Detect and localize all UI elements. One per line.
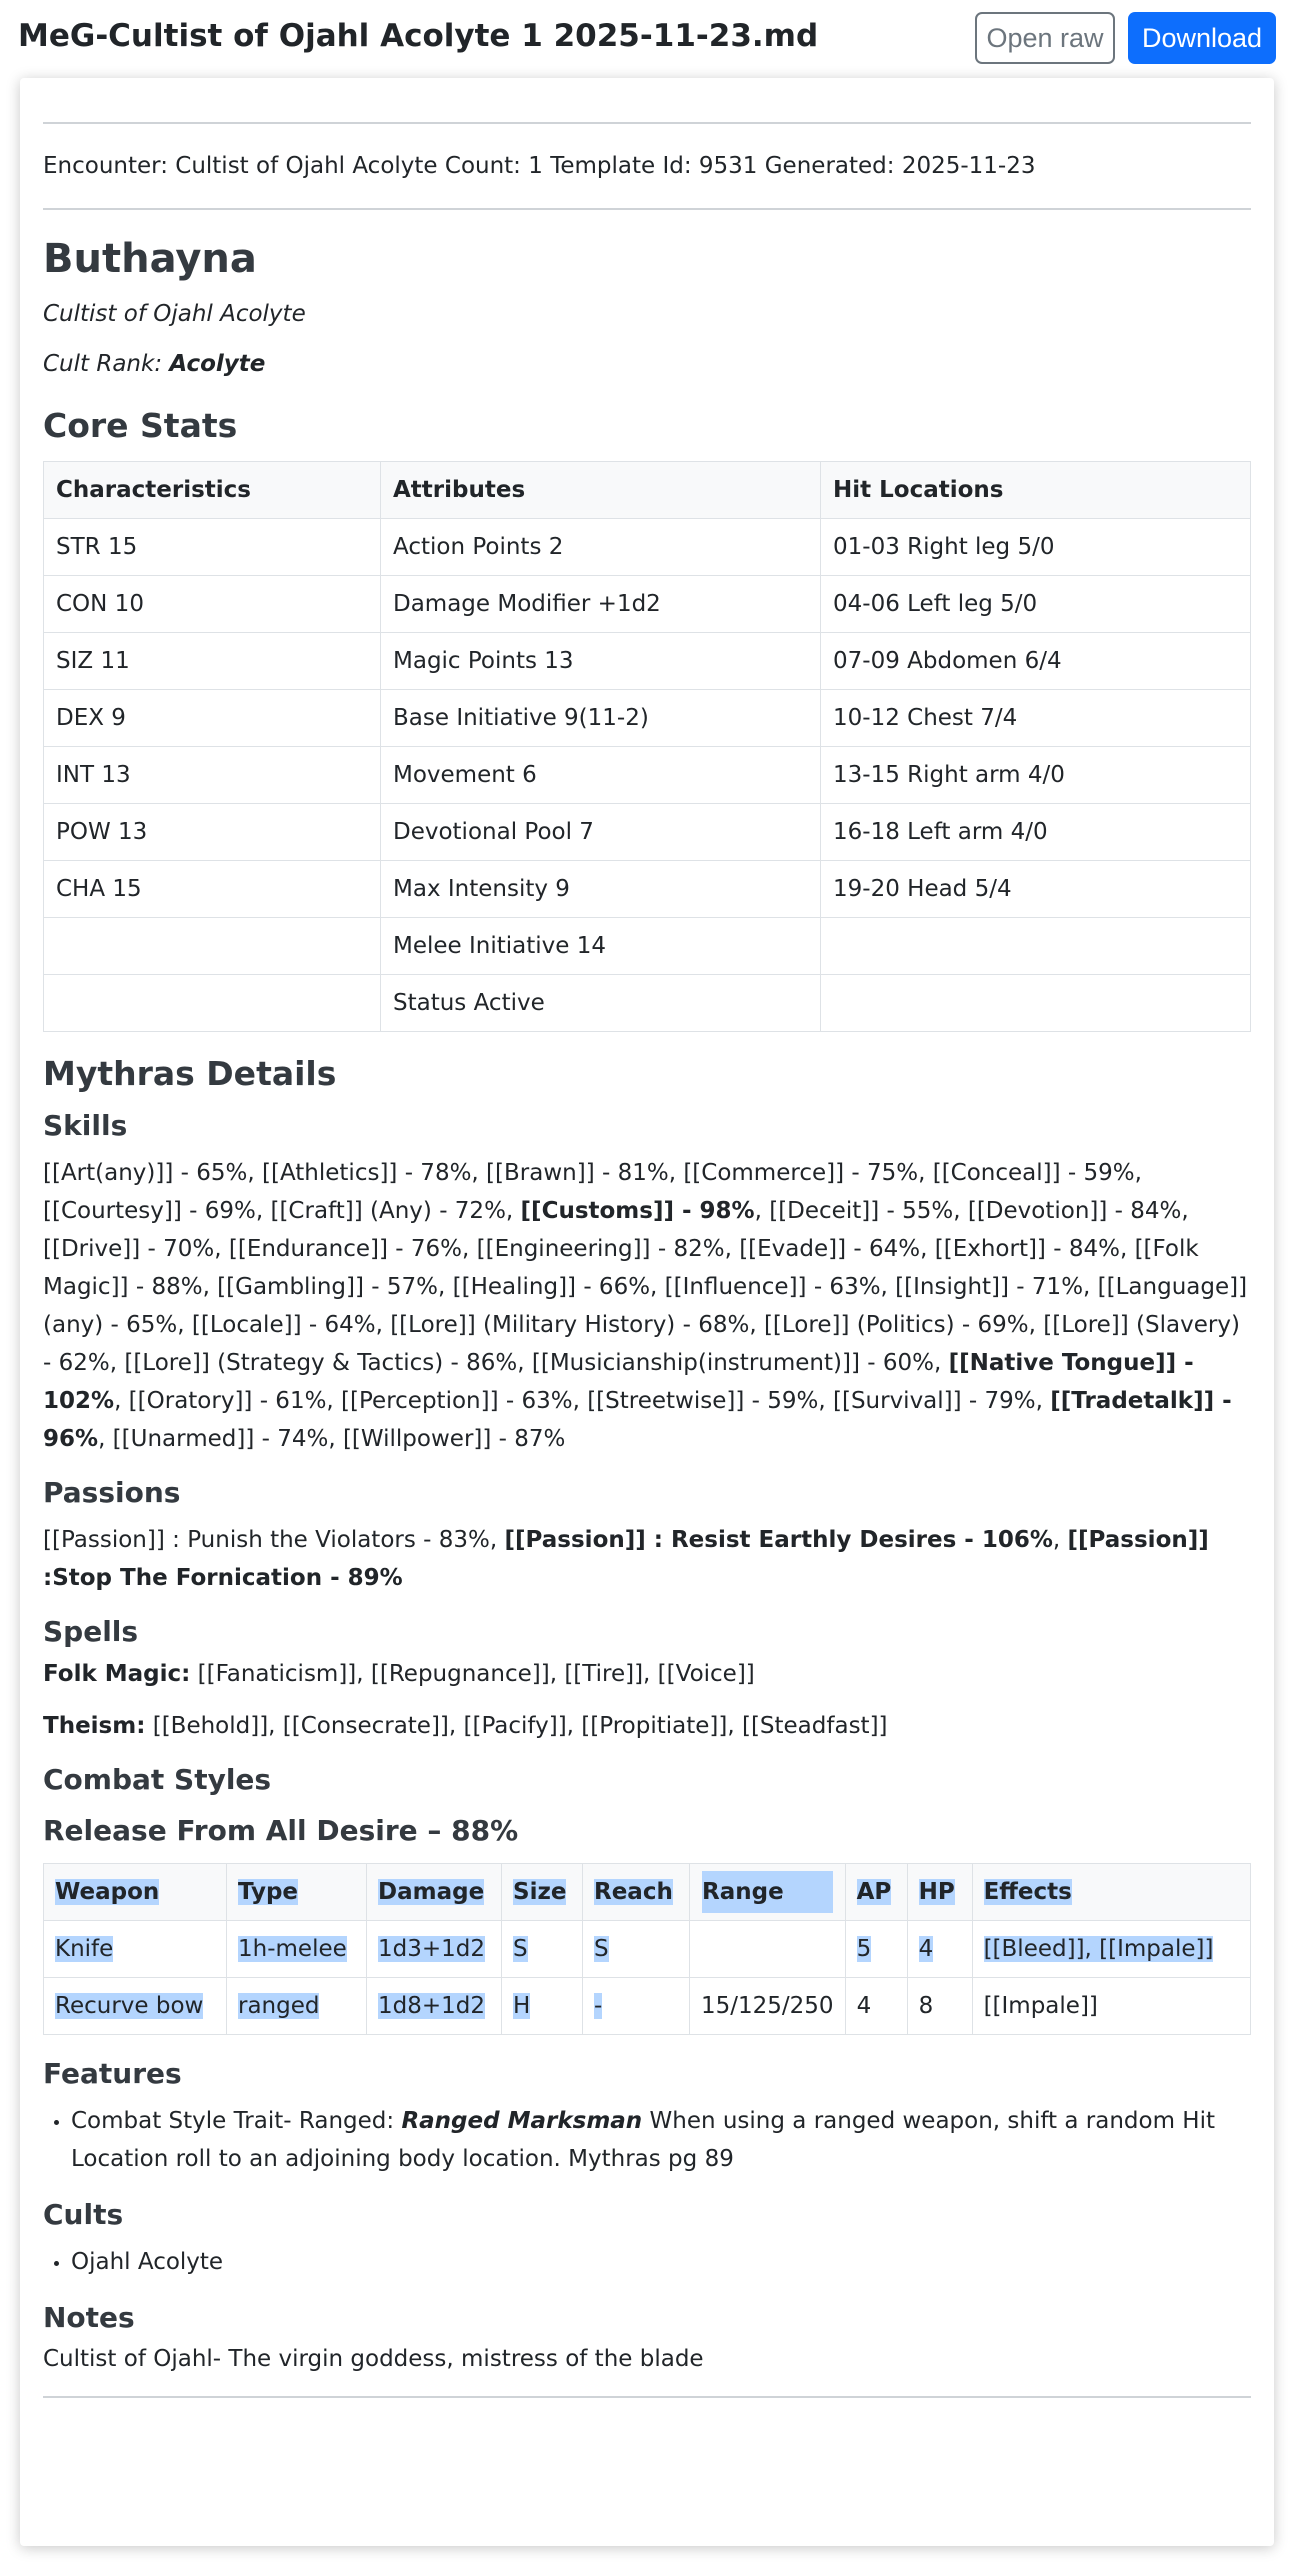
table-cell: 4 — [845, 1978, 907, 2035]
notes-heading: Notes — [43, 2301, 135, 2335]
passions-text: [[Passion]] : Punish the Violators - 83%, [[Passion]] : Resist Earthly Desires - 106%, [[Passion]] :Stop The Fornication - 89% — [43, 1526, 1209, 1591]
table-cell: 5 — [845, 1921, 907, 1978]
column-header: Type — [227, 1864, 367, 1921]
table-cell: S — [502, 1921, 583, 1978]
theism-line: Theism: [[Behold]], [[Consecrate]], [[Pacify]], [[Propitiate]], [[Steadfast]] — [43, 1712, 888, 1739]
table-cell: Action Points 2 — [381, 518, 821, 575]
table-row — [44, 917, 1251, 974]
table-cell: Status Active — [381, 974, 821, 1031]
table-row — [44, 518, 1251, 575]
column-header: Damage — [367, 1864, 502, 1921]
table-cell: S — [583, 1921, 690, 1978]
passions-heading: Passions — [43, 1475, 181, 1509]
table-row — [44, 632, 1251, 689]
table-cell: - — [583, 1978, 690, 2035]
column-header: Range — [690, 1864, 846, 1921]
table-cell: 10-12 Chest 7/4 — [821, 689, 1251, 746]
core-stats-table — [43, 461, 1251, 1032]
table-cell: Melee Initiative 14 — [381, 917, 821, 974]
table-cell: POW 13 — [44, 803, 381, 860]
table-row — [44, 974, 1251, 1031]
open-raw-button[interactable]: Open raw — [975, 12, 1115, 64]
table-cell: 1d3+1d2 — [367, 1921, 502, 1978]
table-cell: 1h-melee — [227, 1921, 367, 1978]
table-cell: Magic Points 13 — [381, 632, 821, 689]
table-cell: Movement 6 — [381, 746, 821, 803]
table-cell: Max Intensity 9 — [381, 860, 821, 917]
table-cell: Base Initiative 9(11-2) — [381, 689, 821, 746]
table-cell: Devotional Pool 7 — [381, 803, 821, 860]
column-header: AP — [845, 1864, 907, 1921]
table-cell: 19-20 Head 5/4 — [821, 860, 1251, 917]
table-cell: 4 — [907, 1921, 972, 1978]
cult-rank — [43, 350, 1251, 380]
table-cell: 1d8+1d2 — [367, 1978, 502, 2035]
table-cell: [[Impale]] — [972, 1978, 1250, 2035]
table-cell: 07-09 Abdomen 6/4 — [821, 632, 1251, 689]
table-cell: STR 15 — [44, 518, 381, 575]
table-cell: Damage Modifier +1d2 — [381, 575, 821, 632]
skills-text: [[Art(any)]] - 65%, [[Athletics]] - 78%, [[Brawn]] - 81%, [[Commerce]] - 75%, [[Conceal]] - 59%, [[Courtesy]] - 69%, [[Craft]] (Any) - 72%, [[Customs]] - 98%, [[Deceit]] - 55%, [[Devotion]] - 84%, [[Drive]] - 70%, [[Endurance]] - 76%, [[Engineering]] - 82%, [[Evade]] - 64%, [[Exhort]] - 84%, [[Folk Magic]] - 88%, [[Gambling]] - 57%, [[Healing]] - 66%, [[Influence]] - 63%, [[Insight]] - 71%, [[Language]] (any) - 65%, [[Locale]] - 64%, [[Lore]] (Military History) - 68%, [[Lore]] (Politics) - 69%, [[Lore]] (Slavery) - 62%, [[Lore]] (Strategy & Tactics) - 86%, [[Musicianship(instrument)]] - 60%, [[Native Tongue]] - 102%, [[Oratory]] - 61%, [[Perception]] - 63%, [[Streetwise]] - 59%, [[Survival]] - 79%, [[Tradetalk]] - 96%, [[Unarmed]] - 74%, [[Willpower]] - 87% — [43, 1159, 1248, 1452]
table-cell — [690, 1921, 846, 1978]
table-row — [44, 689, 1251, 746]
table-row — [44, 860, 1251, 917]
spells-heading: Spells — [43, 1614, 139, 1648]
column-header: HP — [907, 1864, 972, 1921]
cult-rank-value: Acolyte — [169, 350, 266, 377]
table-cell: SIZ 11 — [44, 632, 381, 689]
table-cell: 01-03 Right leg 5/0 — [821, 518, 1251, 575]
top-bar — [0, 0, 1304, 78]
column-header: Hit Locations — [821, 461, 1251, 518]
features-list — [43, 2102, 1251, 2178]
table-cell: 16-18 Left arm 4/0 — [821, 803, 1251, 860]
column-header: Size — [502, 1864, 583, 1921]
table-row — [44, 803, 1251, 860]
file-title: MeG-Cultist of Ojahl Acolyte 1 2025-11-23.md — [18, 18, 819, 54]
mythras-heading: Mythras Details — [43, 1053, 337, 1093]
divider — [43, 208, 1251, 210]
table-cell: DEX 9 — [44, 689, 381, 746]
folk-magic-label: Folk Magic: — [43, 1660, 191, 1687]
document-card — [20, 78, 1274, 2546]
table-cell: 04-06 Left leg 5/0 — [821, 575, 1251, 632]
table-cell — [821, 917, 1251, 974]
table-cell: 8 — [907, 1978, 972, 2035]
core-stats-heading: Core Stats — [43, 405, 238, 445]
table-cell: [[Bleed]], [[Impale]] — [972, 1921, 1250, 1978]
table-row — [44, 575, 1251, 632]
column-header: Attributes — [381, 461, 821, 518]
table-cell: CHA 15 — [44, 860, 381, 917]
table-header-row — [44, 461, 1251, 518]
combat-styles-heading: Combat Styles — [43, 1763, 272, 1797]
table-cell: ranged — [227, 1978, 367, 2035]
cult-rank-label: Cult Rank: — [43, 350, 163, 377]
table-row — [44, 1978, 1251, 2035]
character-name: Buthayna — [43, 235, 257, 282]
cults-list — [43, 2243, 1251, 2281]
theism-label: Theism: — [43, 1712, 146, 1739]
table-row — [44, 746, 1251, 803]
features-heading: Features — [43, 2057, 182, 2091]
list-item: • Ojahl Acolyte — [71, 2243, 1251, 2281]
column-header: Characteristics — [44, 461, 381, 518]
table-cell — [821, 974, 1251, 1031]
cults-heading: Cults — [43, 2198, 124, 2232]
download-button[interactable]: Download — [1128, 12, 1276, 64]
table-header-row — [44, 1864, 1251, 1921]
table-cell: 13-15 Right arm 4/0 — [821, 746, 1251, 803]
table-cell: H — [502, 1978, 583, 2035]
table-cell — [44, 917, 381, 974]
divider — [43, 122, 1251, 124]
table-cell: Knife — [44, 1921, 227, 1978]
weapons-table — [43, 1863, 1251, 2035]
table-row — [44, 1921, 1251, 1978]
table-cell — [44, 974, 381, 1031]
table-cell: CON 10 — [44, 575, 381, 632]
notes-text: Cultist of Ojahl- The virgin goddess, mistress of the blade — [43, 2346, 704, 2373]
list-item: • Combat Style Trait- Ranged: Ranged Marksman When using a ranged weapon, shift a random Hit Location roll to an adjoining body location. Mythras pg 89 — [71, 2102, 1251, 2178]
column-header: Weapon — [44, 1864, 227, 1921]
table-cell: INT 13 — [44, 746, 381, 803]
column-header: Reach — [583, 1864, 690, 1921]
table-cell: Recurve bow — [44, 1978, 227, 2035]
skills-heading: Skills — [43, 1108, 128, 1142]
table-cell: 15/125/250 — [690, 1978, 846, 2035]
folk-magic-line: Folk Magic: [[Fanaticism]], [[Repugnance]], [[Tire]], [[Voice]] — [43, 1660, 755, 1687]
combat-style-name: Release From All Desire – 88% — [43, 1814, 519, 1848]
column-header: Effects — [972, 1864, 1250, 1921]
divider — [43, 2396, 1251, 2398]
meta-line: Encounter: Cultist of Ojahl Acolyte Count: 1 Template Id: 9531 Generated: 2025-11-23 — [43, 153, 1036, 179]
character-subtitle: Cultist of Ojahl Acolyte — [43, 300, 306, 327]
